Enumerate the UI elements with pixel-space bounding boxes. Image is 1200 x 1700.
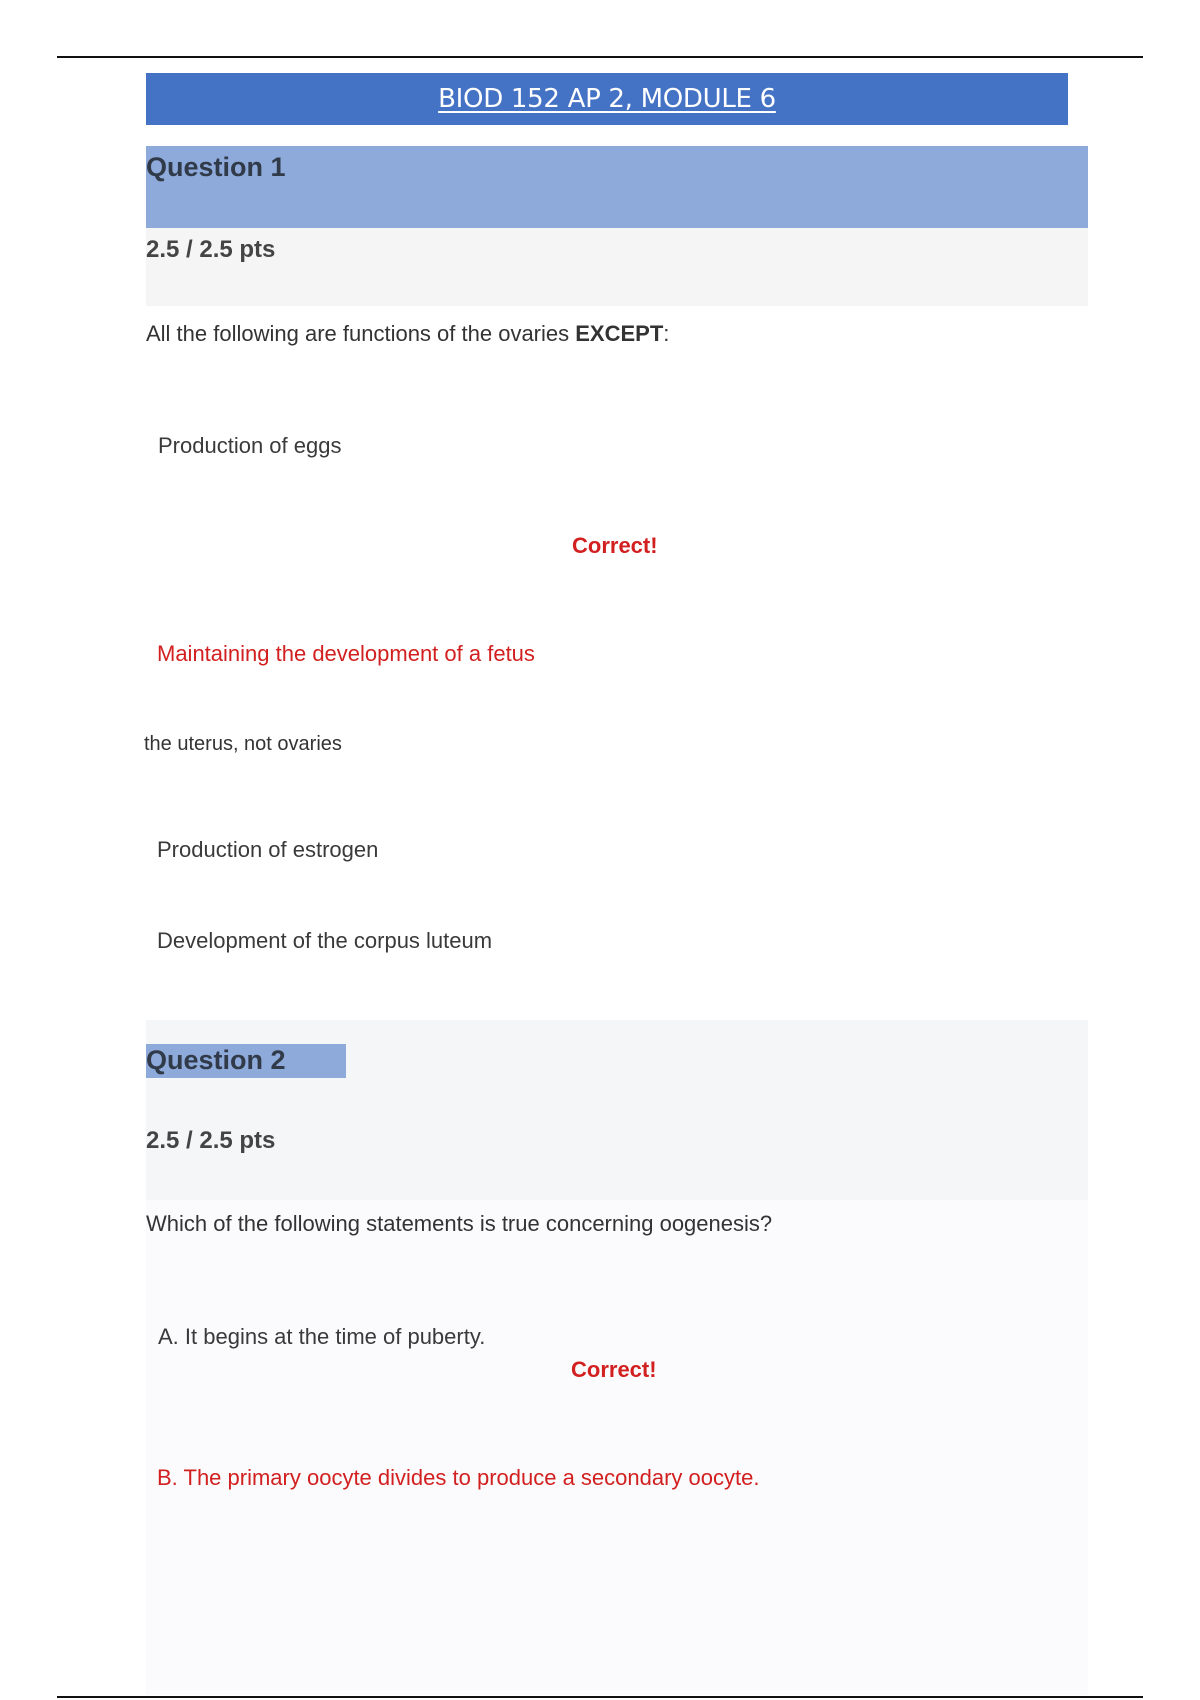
question-1-correct-label: Correct! [572, 533, 658, 558]
question-1-answer-c[interactable]: Production of estrogen [157, 837, 379, 862]
question-2-prompt: Which of the following statements is true concerning oogenesis? [146, 1211, 773, 1236]
question-1-title: Question 1 [146, 152, 286, 182]
question-1-header [146, 146, 1088, 228]
question-1-prompt-emphasis: EXCEPT [575, 321, 664, 346]
top-rule [57, 56, 1143, 58]
question-1-answer-b[interactable]: Maintaining the development of a fetus [157, 641, 535, 666]
question-2-title: Question 2 [146, 1045, 286, 1075]
question-2-score: 2.5 / 2.5 pts [146, 1127, 276, 1154]
bottom-rule [57, 1696, 1143, 1698]
question-2-answer-b[interactable]: B. The primary oocyte divides to produce a secondary oocyte. [157, 1465, 760, 1490]
question-1-score-bar [146, 228, 1088, 306]
document-header [146, 73, 1068, 125]
question-1-note: the uterus, not ovaries [144, 733, 342, 755]
question-1-prompt: All the following are functions of the ovaries EXCEPT: [146, 321, 670, 346]
question-1-answer-a[interactable]: Production of eggs [158, 433, 342, 458]
question-2-correct-label: Correct! [571, 1357, 657, 1382]
question-1-score: 2.5 / 2.5 pts [146, 236, 276, 263]
question-1-answer-d[interactable]: Development of the corpus luteum [157, 928, 493, 953]
question-2-answer-a[interactable]: A. It begins at the time of puberty. [158, 1324, 486, 1349]
question-2-body-block [146, 1200, 1088, 1695]
document-title: BIOD 152 AP 2, MODULE 6 [438, 84, 776, 114]
